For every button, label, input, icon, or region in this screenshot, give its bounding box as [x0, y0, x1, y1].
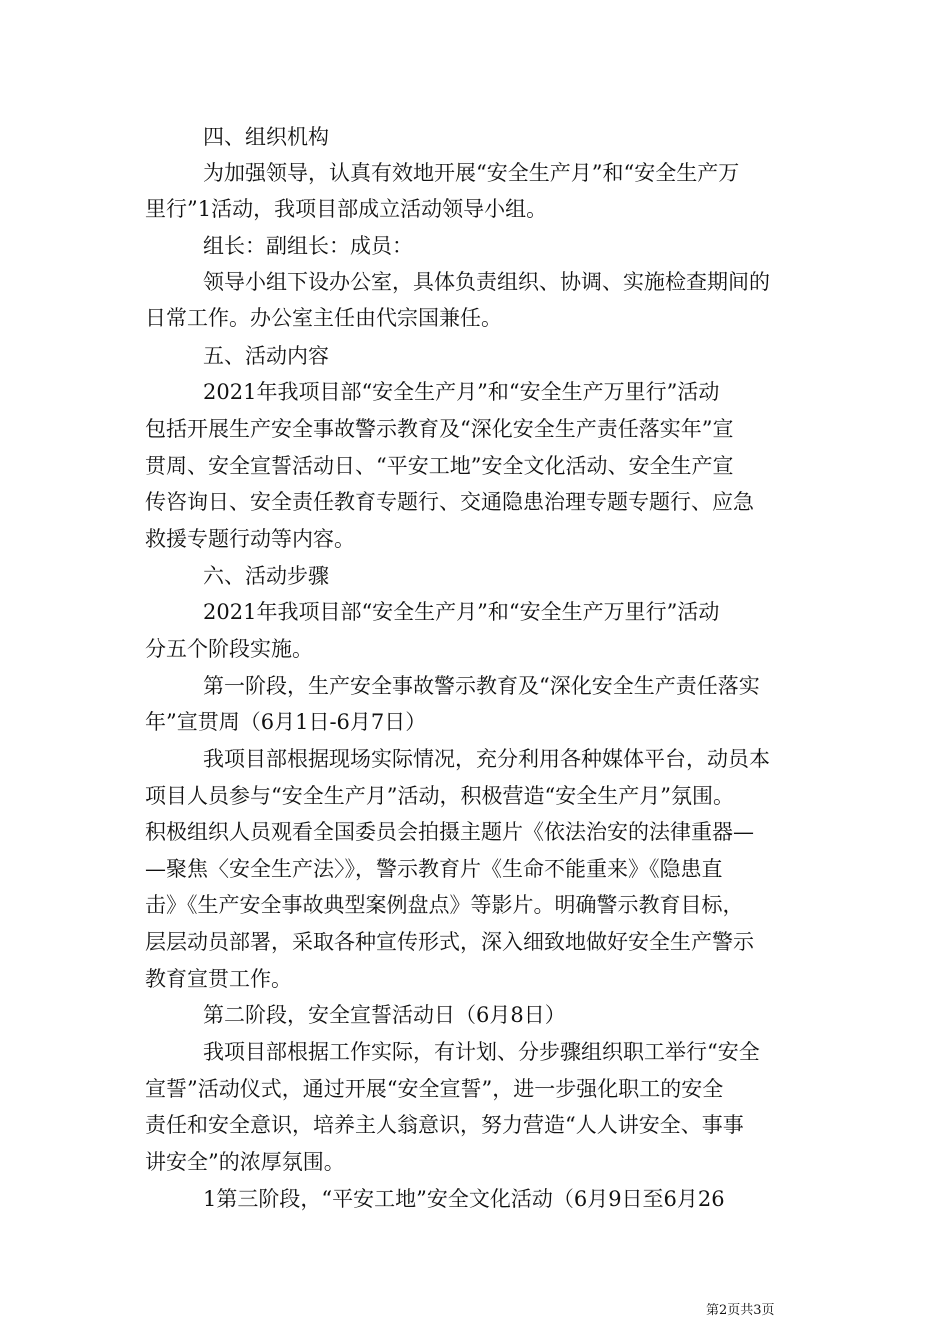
paragraph-line: 讲安全”的浓厚氛围。: [145, 1150, 345, 1174]
paragraph-line: 1第三阶段，“平安工地”安全文化活动（6月9日至6月26: [203, 1187, 725, 1211]
paragraph-line: 教育宣贯工作。: [145, 967, 292, 991]
paragraph-line: 第一阶段，生产安全事故警示教育及“深化安全生产责任落实: [203, 674, 760, 698]
paragraph-line: 我项目部根据工作实际，有计划、分步骤组织职工举行“安全: [203, 1040, 760, 1064]
paragraph-line: 传咨询日、安全责任教育专题行、交通隐患治理专题专题行、应急: [145, 490, 754, 514]
paragraph-line: 为加强领导，认真有效地开展“安全生产月”和“安全生产万: [203, 161, 740, 185]
paragraph-line: 包括开展生产安全事故警示教育及“深化安全生产责任落实年”宣: [145, 417, 734, 441]
paragraph-line: 击》《生产安全事故典型案例盘点》等影片。明确警示教育目标，: [145, 893, 744, 917]
paragraph-line: 里行”1活动，我项目部成立活动领导小组。: [145, 197, 548, 221]
paragraph-line: 层层动员部署，采取各种宣传形式，深入细致地做好安全生产警示: [145, 930, 754, 954]
paragraph-line: 领导小组下设办公室，具体负责组织、协调、实施检查期间的: [203, 270, 770, 294]
paragraph-line: 2021年我项目部“安全生产月”和“安全生产万里行”活动: [203, 600, 720, 624]
paragraph-line: 日常工作。办公室主任由代宗国兼任。: [145, 306, 502, 330]
paragraph-line: 第二阶段，安全宣誓活动日（6月8日）: [203, 1003, 566, 1027]
paragraph-line: 年”宣贯周（6月1日-6月7日）: [145, 710, 427, 734]
paragraph-line: 2021年我项目部“安全生产月”和“安全生产万里行”活动: [203, 380, 720, 404]
section-heading-content: 五、活动内容: [203, 344, 329, 368]
paragraph-line: 分五个阶段实施。: [145, 637, 313, 661]
paragraph-line: —聚焦〈安全生产法〉》，警示教育片《生命不能重来》《隐患直: [145, 857, 723, 881]
section-heading-steps: 六、活动步骤: [203, 564, 329, 588]
paragraph-line: 积极组织人员观看全国委员会拍摄主题片《依法治安的法律重器—: [145, 820, 754, 844]
paragraph-line: 责任和安全意识，培养主人翁意识，努力营造“人人讲安全、事事: [145, 1113, 744, 1137]
paragraph-line: 我项目部根据现场实际情况，充分利用各种媒体平台，动员本: [203, 747, 770, 771]
paragraph-line: 救援专题行动等内容。: [145, 527, 355, 551]
paragraph-line: 组长：副组长：成员：: [203, 234, 413, 258]
paragraph-line: 项目人员参与“安全生产月”活动，积极营造“安全生产月”氛围。: [145, 784, 734, 808]
paragraph-line: 贯周、安全宣誓活动日、“平安工地”安全文化活动、安全生产宣: [145, 454, 734, 478]
paragraph-line: 宣誓”活动仪式，通过开展“安全宣誓”，进一步强化职工的安全: [145, 1077, 724, 1101]
section-heading-organization: 四、组织机构: [203, 125, 329, 149]
page-number-footer: 第2页共3页: [706, 1303, 775, 1318]
